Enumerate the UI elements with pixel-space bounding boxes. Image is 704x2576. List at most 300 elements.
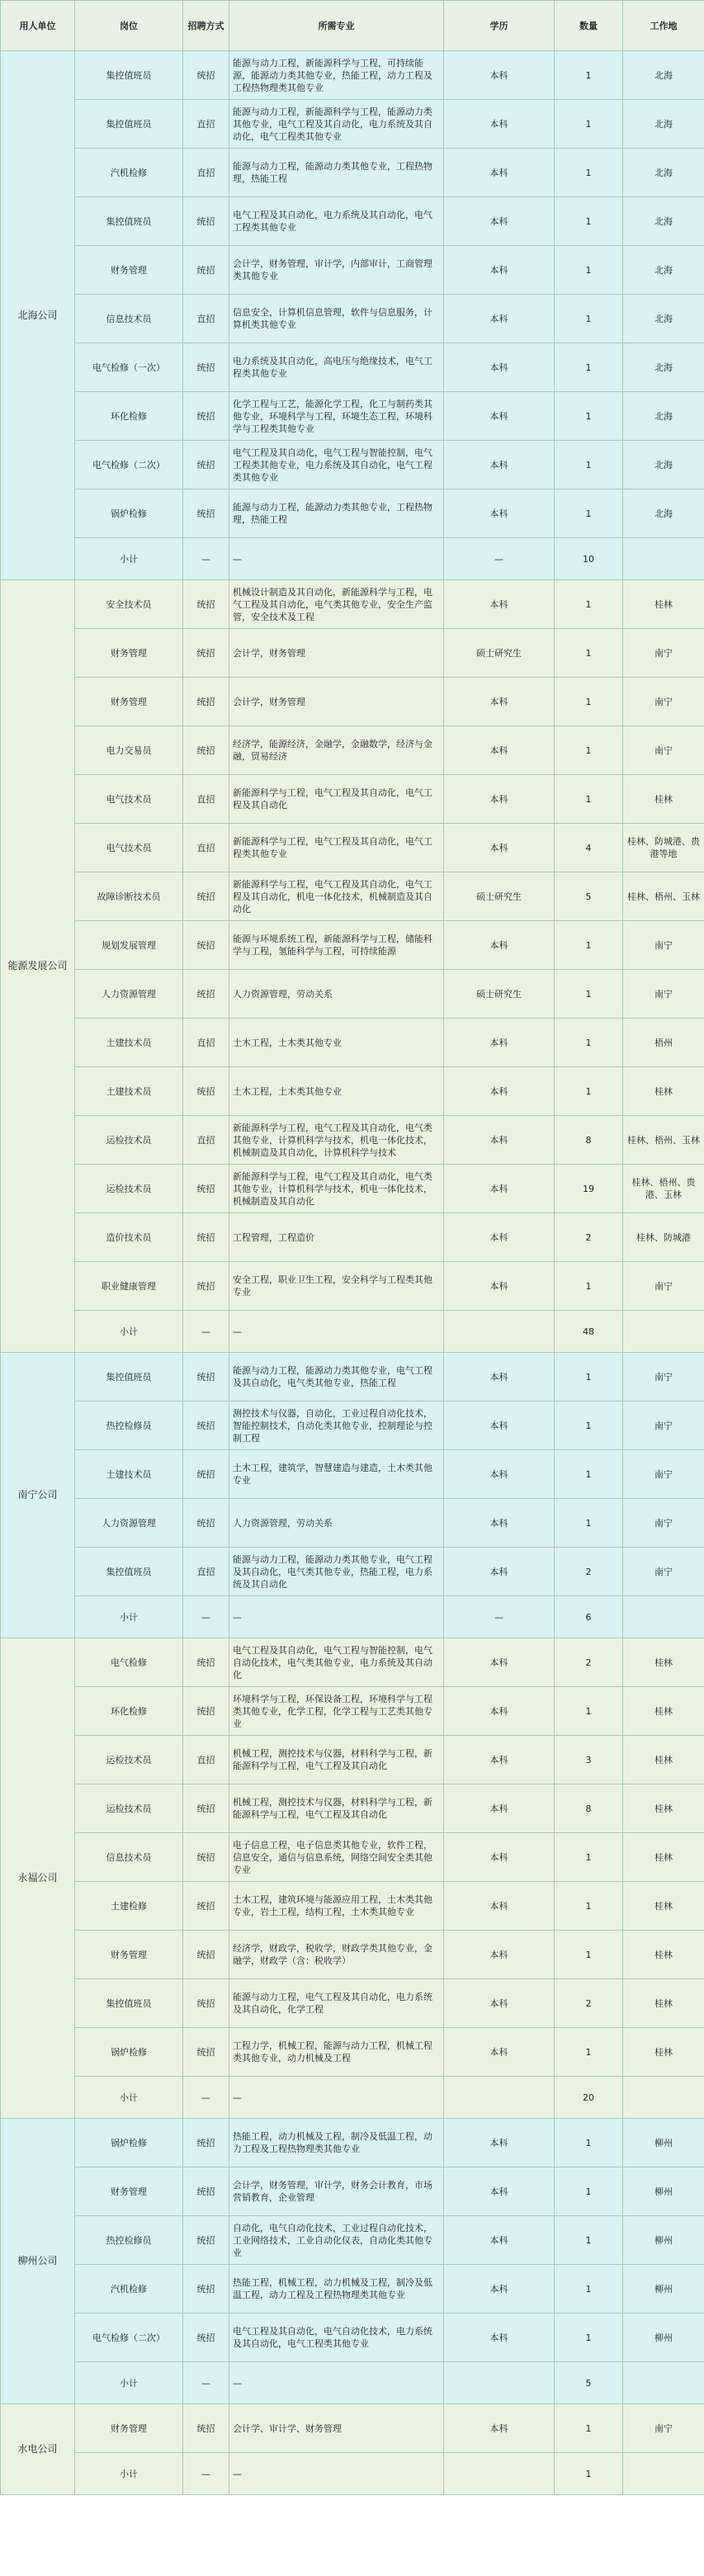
workplace-cell: 南宁 bbox=[623, 921, 704, 970]
table-row bbox=[1, 824, 704, 872]
major-cell: 能源与动力工程，能源动力类其他专业，工程热物理，热能工程 bbox=[229, 149, 444, 197]
subtotal-education: — bbox=[444, 538, 555, 580]
count-cell: 4 bbox=[555, 824, 623, 872]
subtotal-count: 20 bbox=[555, 2077, 623, 2119]
table-row bbox=[1, 295, 704, 343]
major-cell: 能源与动力工程，电气工程及其自动化，电力系统及其自动化，化学工程 bbox=[229, 1979, 444, 2028]
major-cell: 机械工程，测控技术与仪器，材料科学与工程，新能源科学与工程，电气工程及其自动化 bbox=[229, 1784, 444, 1833]
subtotal-major: — bbox=[229, 538, 444, 580]
table-row bbox=[1, 2404, 704, 2453]
education-cell: 本科 bbox=[444, 726, 555, 775]
major-cell: 能源与环境系统工程，新能源科学与工程，储能科学与工程，氢能科学与工程，可持续能源 bbox=[229, 921, 444, 970]
subtotal-major: — bbox=[229, 2362, 444, 2404]
major-cell: 电子信息工程，电子信息类其他专业，软件工程，信息安全，通信与信息系统，网络空间安全类其他专业 bbox=[229, 1833, 444, 1882]
major-cell: 能源与动力工程，能源动力类其他专业，电气工程及其自动化，电气类其他专业，热能工程，电力系统及其自动化 bbox=[229, 1548, 444, 1596]
workplace-cell: 南宁 bbox=[623, 1262, 704, 1311]
header-row bbox=[1, 1, 704, 51]
post-cell: 土建检修 bbox=[75, 1882, 183, 1931]
post-cell: 土建技术员 bbox=[75, 1067, 183, 1116]
major-cell: 人力资源管理，劳动关系 bbox=[229, 970, 444, 1019]
education-cell: 本科 bbox=[444, 100, 555, 149]
table-row bbox=[1, 1353, 704, 1401]
major-cell: 电气工程及其自动化，电气工程与智能控制，电气自动化技术，电气类其他专业，电力系统及其自动化 bbox=[229, 1638, 444, 1687]
post-cell: 集控值班员 bbox=[75, 51, 183, 100]
major-cell: 能源与动力工程，新能源科学与工程，可持续能源，能源动力类其他专业，热能工程，动力工程及工程热物理类其他专业 bbox=[229, 51, 444, 100]
major-cell: 能源与动力工程，能源动力类其他专业，电气工程及其自动化，电气类其他专业，热能工程 bbox=[229, 1353, 444, 1401]
education-cell: 本科 bbox=[444, 246, 555, 295]
post-cell: 土建技术员 bbox=[75, 1019, 183, 1067]
workplace-cell: 桂林 bbox=[623, 1638, 704, 1687]
workplace-cell: 柳州 bbox=[623, 2167, 704, 2216]
post-cell: 财务管理 bbox=[75, 1931, 183, 1979]
subtotal-education bbox=[444, 1311, 555, 1353]
unit-cell: 能源发展公司 bbox=[1, 580, 75, 1353]
count-cell: 1 bbox=[555, 1931, 623, 1979]
major-cell: 工程管理，工程造价 bbox=[229, 1213, 444, 1262]
count-cell: 2 bbox=[555, 1548, 623, 1596]
education-cell: 本科 bbox=[444, 2028, 555, 2077]
method-cell: 直招 bbox=[183, 824, 229, 872]
table-row bbox=[1, 678, 704, 726]
count-cell: 1 bbox=[555, 51, 623, 100]
method-cell: 统招 bbox=[183, 343, 229, 392]
subtotal-method: — bbox=[183, 1596, 229, 1638]
table-row bbox=[1, 2216, 704, 2265]
workplace-cell: 北海 bbox=[623, 392, 704, 441]
count-cell: 1 bbox=[555, 1499, 623, 1548]
major-cell: 工程力学，机械工程，能源与动力工程，机械工程类其他专业，动力机械及工程 bbox=[229, 2028, 444, 2077]
major-cell: 经济学，财政学，税收学，财政学类其他专业，金融学，财政学（含：税收学） bbox=[229, 1931, 444, 1979]
education-cell: 本科 bbox=[444, 2216, 555, 2265]
post-cell: 财务管理 bbox=[75, 678, 183, 726]
workplace-cell: 南宁 bbox=[623, 1450, 704, 1499]
education-cell: 本科 bbox=[444, 1687, 555, 1736]
subtotal-count: 6 bbox=[555, 1596, 623, 1638]
table-row bbox=[1, 441, 704, 489]
major-cell: 热能工程，机械工程，动力机械及工程，制冷及低温工程，动力工程及工程热物理类其他专业 bbox=[229, 2265, 444, 2314]
major-cell: 机械工程，测控技术与仪器，材料科学与工程，新能源科学与工程，电气工程及其自动化 bbox=[229, 1736, 444, 1784]
method-cell: 统招 bbox=[183, 489, 229, 538]
post-cell: 安全技术员 bbox=[75, 580, 183, 629]
subtotal-row bbox=[1, 1311, 704, 1353]
education-cell: 本科 bbox=[444, 1638, 555, 1687]
workplace-cell: 桂林 bbox=[623, 1784, 704, 1833]
major-cell: 新能源科学与工程，电气工程及其自动化，电气工程及其自动化，机电一体化技术，机械制造及其自动化 bbox=[229, 872, 444, 921]
major-cell: 热能工程，动力机械及工程，制冷及低温工程，动力工程及工程热物理类其他专业 bbox=[229, 2119, 444, 2167]
count-cell: 1 bbox=[555, 197, 623, 246]
workplace-cell: 桂林、防城港、贵港等地 bbox=[623, 824, 704, 872]
education-cell: 本科 bbox=[444, 1450, 555, 1499]
table-row bbox=[1, 970, 704, 1019]
table-row bbox=[1, 1213, 704, 1262]
table-row bbox=[1, 1499, 704, 1548]
count-cell: 1 bbox=[555, 149, 623, 197]
post-cell: 运检技术员 bbox=[75, 1784, 183, 1833]
table-row bbox=[1, 726, 704, 775]
count-cell: 3 bbox=[555, 1736, 623, 1784]
method-cell: 统招 bbox=[183, 921, 229, 970]
subtotal-count: 1 bbox=[555, 2453, 623, 2495]
post-cell: 信息技术员 bbox=[75, 295, 183, 343]
subtotal-label: 小计 bbox=[75, 1596, 183, 1638]
post-cell: 热控检修员 bbox=[75, 1401, 183, 1450]
method-cell: 统招 bbox=[183, 872, 229, 921]
table-row bbox=[1, 1784, 704, 1833]
post-cell: 职业健康管理 bbox=[75, 1262, 183, 1311]
major-cell: 电气工程及其自动化，电力系统及其自动化，电气工程类其他专业 bbox=[229, 197, 444, 246]
table-row bbox=[1, 872, 704, 921]
table-row bbox=[1, 1931, 704, 1979]
education-cell: 本科 bbox=[444, 343, 555, 392]
method-cell: 直招 bbox=[183, 149, 229, 197]
education-cell: 硕士研究生 bbox=[444, 970, 555, 1019]
method-cell: 统招 bbox=[183, 1353, 229, 1401]
table-row bbox=[1, 197, 704, 246]
table-row bbox=[1, 392, 704, 441]
method-cell: 统招 bbox=[183, 1833, 229, 1882]
workplace-cell: 南宁 bbox=[623, 1353, 704, 1401]
major-cell: 电力系统及其自动化，高电压与绝缘技术，电气工程类其他专业 bbox=[229, 343, 444, 392]
subtotal-label: 小计 bbox=[75, 2077, 183, 2119]
count-cell: 1 bbox=[555, 1401, 623, 1450]
workplace-cell: 桂林 bbox=[623, 1979, 704, 2028]
method-cell: 统招 bbox=[183, 1067, 229, 1116]
unit-cell: 南宁公司 bbox=[1, 1353, 75, 1638]
education-cell: 本科 bbox=[444, 1353, 555, 1401]
workplace-cell: 北海 bbox=[623, 51, 704, 100]
table-row bbox=[1, 100, 704, 149]
table-row bbox=[1, 629, 704, 678]
method-cell: 统招 bbox=[183, 392, 229, 441]
table-row bbox=[1, 489, 704, 538]
education-cell: 硕士研究生 bbox=[444, 629, 555, 678]
education-cell: 本科 bbox=[444, 1067, 555, 1116]
education-cell: 本科 bbox=[444, 149, 555, 197]
subtotal-count: 10 bbox=[555, 538, 623, 580]
count-cell: 1 bbox=[555, 726, 623, 775]
workplace-cell: 桂林 bbox=[623, 1931, 704, 1979]
method-cell: 统招 bbox=[183, 1882, 229, 1931]
major-cell: 环境科学与工程，环保设备工程，环境科学与工程类其他专业，化学工程，化学工程与工艺类其他专业 bbox=[229, 1687, 444, 1736]
header-unit: 用人单位 bbox=[1, 1, 75, 51]
post-cell: 集控值班员 bbox=[75, 1548, 183, 1596]
table-row bbox=[1, 2119, 704, 2167]
count-cell: 1 bbox=[555, 2167, 623, 2216]
table-row bbox=[1, 149, 704, 197]
subtotal-workplace bbox=[623, 1311, 704, 1353]
count-cell: 1 bbox=[555, 2404, 623, 2453]
subtotal-count: 48 bbox=[555, 1311, 623, 1353]
table-row bbox=[1, 921, 704, 970]
method-cell: 直招 bbox=[183, 1736, 229, 1784]
major-cell: 新能源科学与工程，电气工程及其自动化，电气工程及其自动化 bbox=[229, 775, 444, 824]
subtotal-row bbox=[1, 2453, 704, 2495]
method-cell: 统招 bbox=[183, 1931, 229, 1979]
method-cell: 统招 bbox=[183, 197, 229, 246]
post-cell: 汽机检修 bbox=[75, 149, 183, 197]
count-cell: 1 bbox=[555, 1833, 623, 1882]
subtotal-row bbox=[1, 2077, 704, 2119]
method-cell: 统招 bbox=[183, 1687, 229, 1736]
header-post: 岗位 bbox=[75, 1, 183, 51]
major-cell: 信息安全，计算机信息管理，软件与信息服务，计算机类其他专业 bbox=[229, 295, 444, 343]
workplace-cell: 桂林 bbox=[623, 1882, 704, 1931]
post-cell: 故障诊断技术员 bbox=[75, 872, 183, 921]
major-cell: 电气工程及其自动化，电气自动化技术，电力系统及其自动化，电气工程类其他专业 bbox=[229, 2314, 444, 2362]
count-cell: 1 bbox=[555, 441, 623, 489]
education-cell: 本科 bbox=[444, 1019, 555, 1067]
subtotal-workplace bbox=[623, 2453, 704, 2495]
post-cell: 财务管理 bbox=[75, 246, 183, 295]
education-cell: 本科 bbox=[444, 1736, 555, 1784]
subtotal-major: — bbox=[229, 2453, 444, 2495]
unit-cell: 柳州公司 bbox=[1, 2119, 75, 2404]
count-cell: 8 bbox=[555, 1116, 623, 1165]
post-cell: 热控检修员 bbox=[75, 2216, 183, 2265]
table-row bbox=[1, 2314, 704, 2362]
count-cell: 19 bbox=[555, 1165, 623, 1213]
subtotal-method: — bbox=[183, 1311, 229, 1353]
unit-cell: 北海公司 bbox=[1, 51, 75, 580]
education-cell: 本科 bbox=[444, 1499, 555, 1548]
subtotal-count: 5 bbox=[555, 2362, 623, 2404]
workplace-cell: 北海 bbox=[623, 197, 704, 246]
count-cell: 1 bbox=[555, 1687, 623, 1736]
post-cell: 电气检修 bbox=[75, 1638, 183, 1687]
method-cell: 直招 bbox=[183, 100, 229, 149]
count-cell: 2 bbox=[555, 1979, 623, 2028]
major-cell: 会计学、审计学、财务管理 bbox=[229, 2404, 444, 2453]
education-cell: 本科 bbox=[444, 441, 555, 489]
subtotal-workplace bbox=[623, 1596, 704, 1638]
post-cell: 人力资源管理 bbox=[75, 1499, 183, 1548]
major-cell: 化学工程与工艺，能源化学工程，化工与制药类其他专业，环境科学与工程，环境生态工程，环境科学与工程类其他专业 bbox=[229, 392, 444, 441]
workplace-cell: 北海 bbox=[623, 295, 704, 343]
count-cell: 1 bbox=[555, 100, 623, 149]
method-cell: 直招 bbox=[183, 1548, 229, 1596]
subtotal-label: 小计 bbox=[75, 2453, 183, 2495]
method-cell: 统招 bbox=[183, 1499, 229, 1548]
count-cell: 1 bbox=[555, 489, 623, 538]
method-cell: 统招 bbox=[183, 1165, 229, 1213]
table-row bbox=[1, 1833, 704, 1882]
education-cell: 本科 bbox=[444, 824, 555, 872]
table-body bbox=[1, 51, 704, 2495]
education-cell: 本科 bbox=[444, 2404, 555, 2453]
major-cell: 安全工程，职业卫生工程，安全科学与工程类其他专业 bbox=[229, 1262, 444, 1311]
education-cell: 本科 bbox=[444, 1548, 555, 1596]
method-cell: 统招 bbox=[183, 1784, 229, 1833]
post-cell: 运检技术员 bbox=[75, 1165, 183, 1213]
method-cell: 直招 bbox=[183, 1116, 229, 1165]
header-major: 所需专业 bbox=[229, 1, 444, 51]
method-cell: 统招 bbox=[183, 726, 229, 775]
method-cell: 统招 bbox=[183, 2216, 229, 2265]
major-cell: 测控技术与仪器，自动化，工业过程自动化技术，智能控制技术，自动化类其他专业，控制理论与控制工程 bbox=[229, 1401, 444, 1450]
post-cell: 环化检修 bbox=[75, 1687, 183, 1736]
major-cell: 电气工程及其自动化，电气工程与智能控制，电气工程类其他专业，电力系统及其自动化，电气工程类其他专业 bbox=[229, 441, 444, 489]
education-cell: 本科 bbox=[444, 392, 555, 441]
education-cell: 本科 bbox=[444, 295, 555, 343]
workplace-cell: 南宁 bbox=[623, 1401, 704, 1450]
workplace-cell: 桂林、梧州、玉林 bbox=[623, 872, 704, 921]
method-cell: 统招 bbox=[183, 1638, 229, 1687]
education-cell: 本科 bbox=[444, 1401, 555, 1450]
major-cell: 土木工程，土木类其他专业 bbox=[229, 1019, 444, 1067]
post-cell: 电气检修（一次） bbox=[75, 343, 183, 392]
post-cell: 集控值班员 bbox=[75, 1353, 183, 1401]
workplace-cell: 桂林 bbox=[623, 1687, 704, 1736]
method-cell: 统招 bbox=[183, 580, 229, 629]
count-cell: 2 bbox=[555, 1638, 623, 1687]
method-cell: 统招 bbox=[183, 1401, 229, 1450]
major-cell: 新能源科学与工程，电气工程及其自动化，电气工程类其他专业 bbox=[229, 824, 444, 872]
education-cell: 本科 bbox=[444, 51, 555, 100]
education-cell: 本科 bbox=[444, 580, 555, 629]
education-cell: 本科 bbox=[444, 1116, 555, 1165]
subtotal-education: — bbox=[444, 1596, 555, 1638]
major-cell: 机械设计制造及其自动化，新能源科学与工程，电气工程及其自动化，电气类其他专业，安全生产监管，安全技术及工程 bbox=[229, 580, 444, 629]
education-cell: 本科 bbox=[444, 2314, 555, 2362]
major-cell: 新能源科学与工程，电气工程及其自动化，电气类其他专业，计算机科学与技术，机电一体化技术，机械制造及其自动化 bbox=[229, 1165, 444, 1213]
count-cell: 1 bbox=[555, 970, 623, 1019]
subtotal-major: — bbox=[229, 1596, 444, 1638]
method-cell: 统招 bbox=[183, 2314, 229, 2362]
count-cell: 1 bbox=[555, 246, 623, 295]
workplace-cell: 桂林 bbox=[623, 1067, 704, 1116]
workplace-cell: 北海 bbox=[623, 149, 704, 197]
major-cell: 会计学，财务管理 bbox=[229, 678, 444, 726]
major-cell: 能源与动力工程，能源动力类其他专业，工程热物理，热能工程 bbox=[229, 489, 444, 538]
major-cell: 自动化，电气自动化技术，工业过程自动化技术，工业网络技术，工业自动化仪表，自动化类其他专业 bbox=[229, 2216, 444, 2265]
education-cell: 本科 bbox=[444, 197, 555, 246]
count-cell: 1 bbox=[555, 343, 623, 392]
workplace-cell: 桂林 bbox=[623, 2028, 704, 2077]
subtotal-workplace bbox=[623, 2362, 704, 2404]
table-row bbox=[1, 1019, 704, 1067]
post-cell: 锅炉检修 bbox=[75, 489, 183, 538]
method-cell: 统招 bbox=[183, 970, 229, 1019]
workplace-cell: 南宁 bbox=[623, 678, 704, 726]
subtotal-workplace bbox=[623, 2077, 704, 2119]
education-cell: 本科 bbox=[444, 1931, 555, 1979]
post-cell: 信息技术员 bbox=[75, 1833, 183, 1882]
workplace-cell: 南宁 bbox=[623, 970, 704, 1019]
post-cell: 电气检修（二次） bbox=[75, 441, 183, 489]
major-cell: 会计学，财务管理 bbox=[229, 629, 444, 678]
major-cell: 能源与动力工程，新能源科学与工程，能源动力类其他专业，电气工程及其自动化，电力系统及其自动化，电气工程类其他专业 bbox=[229, 100, 444, 149]
subtotal-row bbox=[1, 1596, 704, 1638]
workplace-cell: 南宁 bbox=[623, 1548, 704, 1596]
method-cell: 统招 bbox=[183, 678, 229, 726]
post-cell: 人力资源管理 bbox=[75, 970, 183, 1019]
method-cell: 统招 bbox=[183, 246, 229, 295]
subtotal-label: 小计 bbox=[75, 538, 183, 580]
major-cell: 新能源科学与工程，电气工程及其自动化，电气类其他专业，计算机科学与技术，机电一体化技术，机械制造及其自动化，计算机科学与技术 bbox=[229, 1116, 444, 1165]
method-cell: 统招 bbox=[183, 1979, 229, 2028]
workplace-cell: 北海 bbox=[623, 100, 704, 149]
count-cell: 8 bbox=[555, 1784, 623, 1833]
count-cell: 1 bbox=[555, 2216, 623, 2265]
table-row bbox=[1, 775, 704, 824]
header-education: 学历 bbox=[444, 1, 555, 51]
method-cell: 直招 bbox=[183, 1019, 229, 1067]
table-row bbox=[1, 1638, 704, 1687]
post-cell: 运检技术员 bbox=[75, 1736, 183, 1784]
workplace-cell: 北海 bbox=[623, 343, 704, 392]
header-method: 招聘方式 bbox=[183, 1, 229, 51]
header-workplace: 工作地 bbox=[623, 1, 704, 51]
subtotal-major: — bbox=[229, 2077, 444, 2119]
education-cell: 本科 bbox=[444, 489, 555, 538]
subtotal-education bbox=[444, 2453, 555, 2495]
count-cell: 1 bbox=[555, 921, 623, 970]
count-cell: 1 bbox=[555, 2028, 623, 2077]
method-cell: 统招 bbox=[183, 2028, 229, 2077]
post-cell: 汽机检修 bbox=[75, 2265, 183, 2314]
major-cell: 会计学，财务管理，审计学，财务会计教育，市场营销教育，企业管理 bbox=[229, 2167, 444, 2216]
education-cell: 本科 bbox=[444, 1165, 555, 1213]
workplace-cell: 北海 bbox=[623, 246, 704, 295]
post-cell: 电气技术员 bbox=[75, 824, 183, 872]
count-cell: 1 bbox=[555, 295, 623, 343]
post-cell: 电力交易员 bbox=[75, 726, 183, 775]
table-row bbox=[1, 1116, 704, 1165]
method-cell: 统招 bbox=[183, 1262, 229, 1311]
method-cell: 统招 bbox=[183, 629, 229, 678]
subtotal-method: — bbox=[183, 2077, 229, 2119]
education-cell: 本科 bbox=[444, 921, 555, 970]
major-cell: 土木工程，土木类其他专业 bbox=[229, 1067, 444, 1116]
table-row bbox=[1, 1979, 704, 2028]
method-cell: 统招 bbox=[183, 2265, 229, 2314]
table-row bbox=[1, 2265, 704, 2314]
table-row bbox=[1, 580, 704, 629]
subtotal-method: — bbox=[183, 2362, 229, 2404]
workplace-cell: 南宁 bbox=[623, 2404, 704, 2453]
major-cell: 会计学，财务管理，审计学，内部审计，工商管理类其他专业 bbox=[229, 246, 444, 295]
subtotal-label: 小计 bbox=[75, 1311, 183, 1353]
count-cell: 1 bbox=[555, 629, 623, 678]
table-row bbox=[1, 1067, 704, 1116]
count-cell: 1 bbox=[555, 1353, 623, 1401]
count-cell: 1 bbox=[555, 2265, 623, 2314]
education-cell: 本科 bbox=[444, 1784, 555, 1833]
education-cell: 硕士研究生 bbox=[444, 872, 555, 921]
workplace-cell: 柳州 bbox=[623, 2265, 704, 2314]
table-row bbox=[1, 51, 704, 100]
method-cell: 统招 bbox=[183, 2404, 229, 2453]
method-cell: 直招 bbox=[183, 295, 229, 343]
unit-cell: 水电公司 bbox=[1, 2404, 75, 2495]
post-cell: 电气检修（二次） bbox=[75, 2314, 183, 2362]
method-cell: 统招 bbox=[183, 1213, 229, 1262]
major-cell: 土木工程，建筑学，智慧建造与建造，土木类其他专业 bbox=[229, 1450, 444, 1499]
subtotal-label: 小计 bbox=[75, 2362, 183, 2404]
workplace-cell: 南宁 bbox=[623, 726, 704, 775]
post-cell: 造价技术员 bbox=[75, 1213, 183, 1262]
post-cell: 财务管理 bbox=[75, 2404, 183, 2453]
post-cell: 规划发展管理 bbox=[75, 921, 183, 970]
subtotal-education bbox=[444, 2362, 555, 2404]
post-cell: 集控值班员 bbox=[75, 197, 183, 246]
workplace-cell: 桂林 bbox=[623, 580, 704, 629]
education-cell: 本科 bbox=[444, 678, 555, 726]
method-cell: 统招 bbox=[183, 441, 229, 489]
workplace-cell: 桂林、防城港 bbox=[623, 1213, 704, 1262]
education-cell: 本科 bbox=[444, 1213, 555, 1262]
count-cell: 1 bbox=[555, 2119, 623, 2167]
